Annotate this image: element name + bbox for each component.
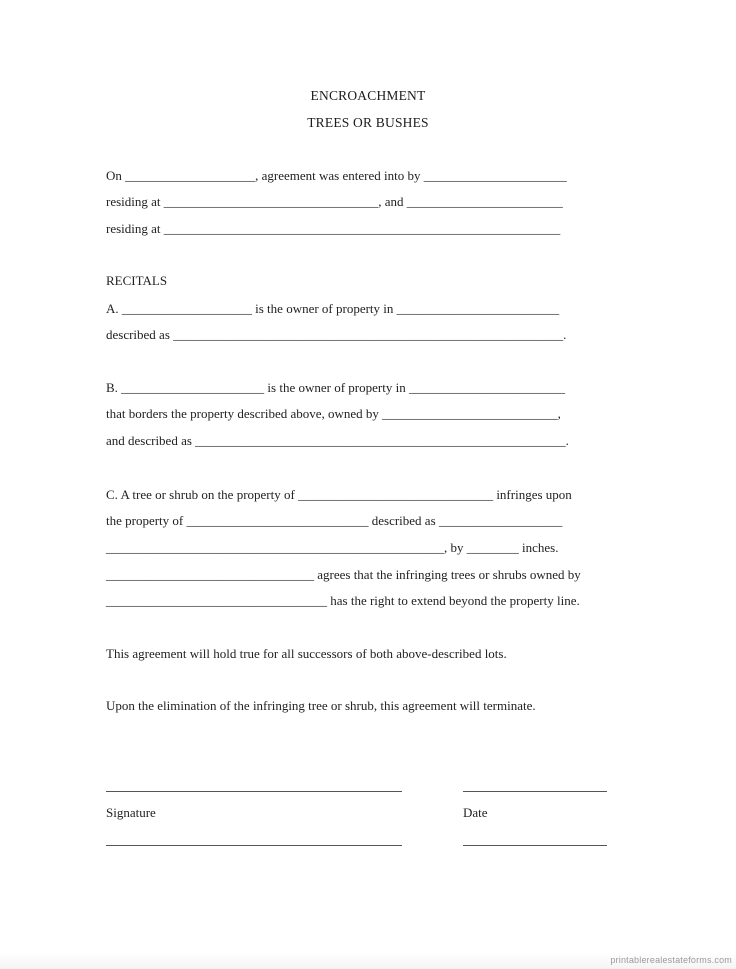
recital-b-borders: that borders the property described above, owned by ___________________________, <box>106 406 561 421</box>
document-title: ENCROACHMENT <box>310 88 426 103</box>
signature-line-1[interactable] <box>106 791 402 792</box>
recital-a-owner: A. ____________________ is the owner of property in _________________________ <box>106 301 560 316</box>
date-line-1[interactable] <box>463 791 607 792</box>
recital-c-agrees: ________________________________ agrees that the infringing trees or shrubs owned by <box>106 567 581 582</box>
recital-b-owner: B. ______________________ is the owner of property in ________________________ <box>106 380 565 395</box>
recital-a-description: described as ____________________________________________________________. <box>106 327 567 342</box>
intro-line-residence-1: residing at _________________________________, and ________________________ <box>106 194 563 209</box>
intro-line-residence-2: residing at _____________________________________________________________ <box>106 221 561 236</box>
signature-label: Signature <box>106 805 156 820</box>
signature-line-2[interactable] <box>106 845 402 846</box>
recital-c-tree: C. A tree or shrub on the property of ______________________________ infringes upon <box>106 487 572 502</box>
clause-successors: This agreement will hold true for all successors of both above-described lots. <box>106 646 507 661</box>
recitals-heading: RECITALS <box>106 273 168 288</box>
date-label: Date <box>463 805 488 820</box>
recital-c-extent: ____________________________________________________, by ________ inches. <box>106 540 559 555</box>
intro-line-date-parties: On ____________________, agreement was entered into by ______________________ <box>106 168 567 183</box>
site-watermark: printablerealestateforms.com <box>610 955 732 965</box>
recital-c-right: __________________________________ has the right to extend beyond the property line. <box>106 593 580 608</box>
clause-termination: Upon the elimination of the infringing tree or shrub, this agreement will terminate. <box>106 698 536 713</box>
recital-c-property: the property of ____________________________ described as ___________________ <box>106 513 563 528</box>
document-subtitle: TREES OR BUSHES <box>307 115 429 130</box>
recital-b-description: and described as _________________________________________________________. <box>106 433 569 448</box>
date-line-2[interactable] <box>463 845 607 846</box>
